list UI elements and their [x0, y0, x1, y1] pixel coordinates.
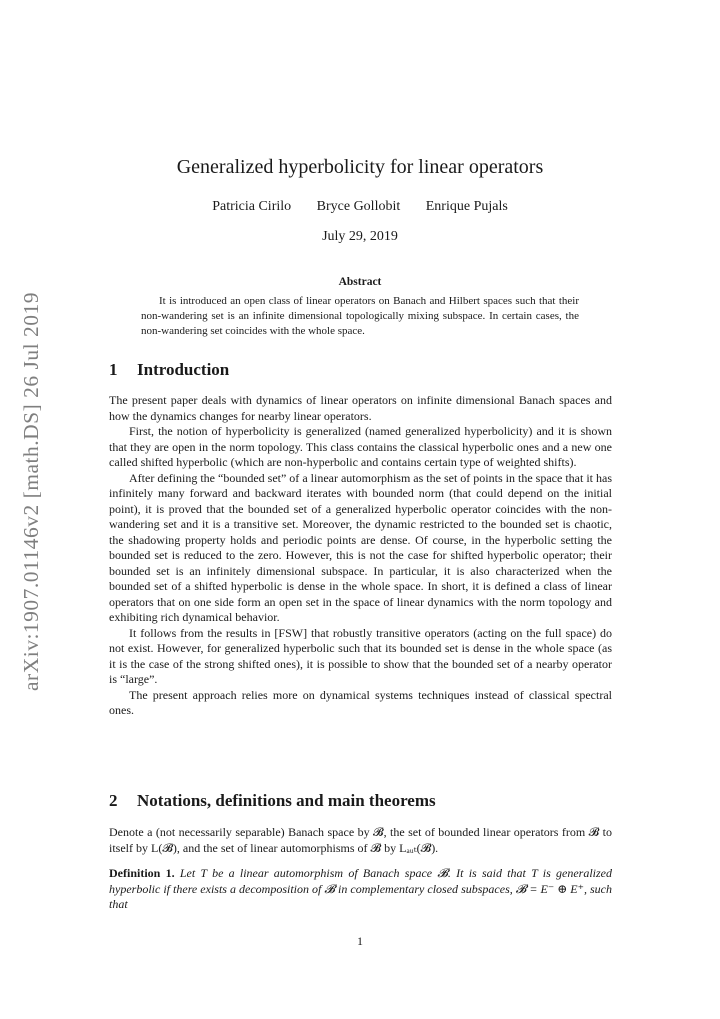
abstract-heading: Abstract: [338, 276, 382, 288]
section-heading-introduction: [109, 360, 229, 380]
definition-label: Definition 1.: [109, 866, 175, 880]
page-number: 1: [357, 934, 363, 948]
notations-body: [109, 825, 612, 856]
paper-date: July 29, 2019: [322, 229, 398, 244]
author-name: Enrique Pujals: [425, 199, 508, 214]
section-number: 1: [109, 360, 118, 379]
paragraph: After defining the “bounded set” of a linear automorphism as the set of points in the space that it has infinitely many forward and backward iterates with bounded norm (that could depend on the initial point), it is proved that the bounded set of a generalized hyperbolic operator coincides with the non-wandering set and it is a transitive set. Moreover, the dynamic restricted to the bounded set is chaotic, the shadowing property holds and periodic points are dense. Of course, in the hyperbolic setting the bounded set is reduced to the zero. However, this is not the case for shifted hyperbolic operator; their bounded set is an infinitely dimensional subspace. In particular, it is also characterized when the bounded set of a shifted hyperbolic is dense in the whole space. In short, it is defined a class of linear operators that on one side form an open set in the space of linear dynamics with the norm topology and exhibiting rich dynamical behavior.: [109, 470, 612, 624]
section-heading-notations: [109, 791, 436, 811]
definition-statement: Let T be a linear automorphism of Banach space 𝓑. It is said that T is generalized hyperbolic if there exists a decomposition of 𝓑 in complementary closed subspaces, 𝓑 = E⁻ ⊕ E⁺, such that: [109, 866, 612, 911]
definition-block: [109, 866, 612, 913]
arxiv-identifier-stamp: [13, 285, 49, 697]
section-title: Notations, definitions and main theorems: [137, 791, 436, 810]
paragraph: The present approach relies more on dynamical systems techniques instead of classical spectral ones.: [109, 687, 612, 717]
paragraph: It follows from the results in [FSW] that robustly transitive operators (acting on the full space) do not exist. However, for generalized hyperbolic such that its bounded set is dense in the whole space (as it is the case of the strong shifted ones), it is possible to show that the bounded set of a nearby operator is “large”.: [109, 625, 612, 686]
author-list: [0, 199, 720, 215]
paragraph: First, the notion of hyperbolicity is generalized (named generalized hyperbolicity) and it is shown that they are open in the norm topology. This class contains the classical hyperbolic ones and a new one called shifted hyperbolic (which are non-hyperbolic and contains certain type of weighted shifts).: [109, 424, 612, 469]
definition-paragraph: [109, 866, 612, 913]
author-name: Bryce Gollobit: [316, 199, 401, 214]
paragraph: Denote a (not necessarily separable) Banach space by 𝓑, the set of bounded linear operators from 𝓑 to itself by L(𝓑), and the set of linear automorphisms of 𝓑 by Lₐᵤₜ(𝓑).: [109, 825, 612, 855]
section-title: Introduction: [137, 360, 230, 379]
introduction-body: [109, 393, 612, 719]
section-number: 2: [109, 791, 118, 810]
abstract-text: It is introduced an open class of linear operators on Banach and Hilbert spaces such that their non-wandering set is an infinite dimensional topologically mixing subspace. In certain cases, the non-wandering set coincides with the whole space.: [141, 295, 579, 337]
paragraph: The present paper deals with dynamics of linear operators on infinite dimensional Banach spaces and how the dynamics changes for nearby linear operators.: [109, 393, 612, 423]
author-name: Patricia Cirilo: [212, 199, 292, 214]
arxiv-identifier-text: arXiv:1907.01146v2 [math.DS] 26 Jul 2019: [18, 291, 43, 691]
paper-title: Generalized hyperbolicity for linear operators: [176, 156, 544, 178]
